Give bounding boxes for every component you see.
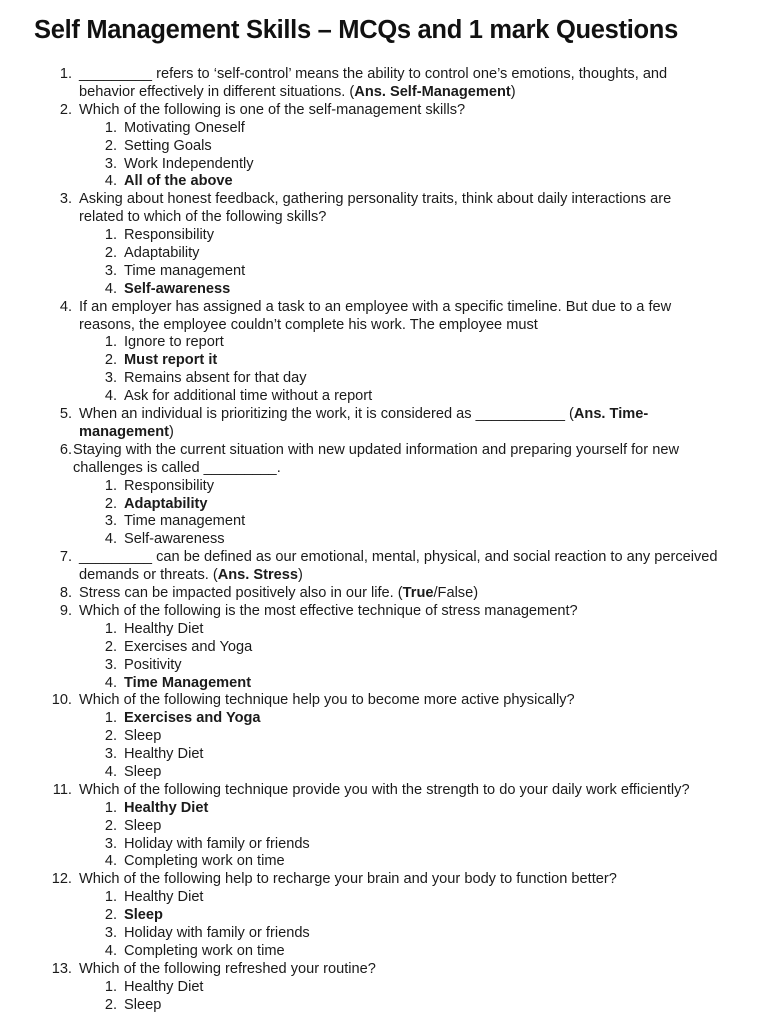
option-text: Time management xyxy=(124,262,246,279)
option-number: 4. xyxy=(104,853,117,870)
question-text-part: If an employer has assigned a task to an employee with a specific timeline. But due to a few reasons, the employee couldn’t complete his work. The employee must xyxy=(79,298,672,333)
answer-text: Ans. Self-Management xyxy=(354,83,511,100)
option-item xyxy=(0,943,768,961)
question-text-part: Stress can be impacted positively also in our life. ( xyxy=(79,585,403,602)
option-item xyxy=(0,889,768,907)
answer-blank: _________ xyxy=(203,459,277,476)
option-item xyxy=(0,352,768,370)
answer-blank: _________ xyxy=(79,66,153,82)
question-text xyxy=(79,406,719,442)
question-text-part: ( xyxy=(564,406,574,423)
correct-option-text: Self-awareness xyxy=(124,280,231,297)
option-item xyxy=(0,853,768,871)
option-item xyxy=(0,764,768,782)
question-text xyxy=(79,66,719,102)
option-item xyxy=(0,907,768,925)
option-number: 3. xyxy=(104,513,117,530)
question-number: 7. xyxy=(59,549,72,566)
option-text: Holiday with family or friends xyxy=(124,835,310,852)
option-item xyxy=(0,675,768,693)
option-item xyxy=(0,478,768,496)
page-title: Self Management Skills – MCQs and 1 mark Questions xyxy=(34,16,678,44)
question-text-part: When an individual is prioritizing the work, it is considered as xyxy=(79,406,476,423)
option-number: 1. xyxy=(104,477,117,494)
question-9 xyxy=(0,603,768,692)
question-number: 10. xyxy=(51,692,72,709)
option-text: Completing work on time xyxy=(124,853,285,870)
question-number: 2. xyxy=(59,101,72,118)
question-5 xyxy=(0,406,768,442)
question-12 xyxy=(0,871,768,960)
option-item xyxy=(0,120,768,138)
option-text: Sleep xyxy=(124,996,162,1013)
option-text: Remains absent for that day xyxy=(124,370,307,387)
question-4 xyxy=(0,299,768,406)
question-number: 1. xyxy=(59,66,72,82)
option-text: Healthy Diet xyxy=(124,978,204,995)
question-number: 4. xyxy=(59,298,72,315)
option-item xyxy=(0,728,768,746)
option-number: 3. xyxy=(104,746,117,763)
option-number: 1. xyxy=(104,799,117,816)
question-1 xyxy=(0,66,768,102)
option-text: Completing work on time xyxy=(124,942,285,959)
correct-option-text: Must report it xyxy=(124,352,218,369)
option-text: Adaptability xyxy=(124,244,200,261)
option-item xyxy=(0,388,768,406)
option-text: Sleep xyxy=(124,728,162,745)
question-text-part: ) xyxy=(169,423,174,440)
correct-option-text: Exercises and Yoga xyxy=(124,710,261,727)
option-item xyxy=(0,800,768,818)
option-text: Setting Goals xyxy=(124,137,212,154)
answer-text: True xyxy=(402,585,434,602)
question-number: 11. xyxy=(52,781,72,798)
option-item xyxy=(0,513,768,531)
correct-option-text: All of the above xyxy=(124,173,233,190)
question-text-part: Which of the following is the most effective technique of stress management? xyxy=(79,602,578,619)
option-text: Healthy Diet xyxy=(124,746,204,763)
option-number: 2. xyxy=(104,137,117,154)
option-item xyxy=(0,227,768,245)
option-number: 2. xyxy=(104,352,117,369)
question-text xyxy=(79,299,719,335)
option-number: 4. xyxy=(104,280,117,297)
option-item xyxy=(0,245,768,263)
option-text: Ask for additional time without a report xyxy=(124,388,373,405)
question-text-part: Asking about honest feedback, gathering personality traits, think about daily interactions are related to which of the following skills? xyxy=(79,191,672,226)
option-number: 2. xyxy=(104,638,117,655)
option-text: Exercises and Yoga xyxy=(124,638,253,655)
question-text-part: Staying with the current situation with new updated information and preparing yourself for new challenges is called xyxy=(73,441,679,476)
option-number: 3. xyxy=(104,835,117,852)
option-number: 4. xyxy=(104,173,117,190)
question-text-part: /False) xyxy=(433,585,479,602)
option-number: 1. xyxy=(104,227,117,244)
question-6 xyxy=(0,442,768,549)
answer-blank: ___________ xyxy=(475,406,565,423)
option-item xyxy=(0,334,768,352)
option-number: 1. xyxy=(104,334,117,351)
option-number: 2. xyxy=(104,728,117,745)
question-text xyxy=(73,442,713,478)
correct-option-text: Healthy Diet xyxy=(124,799,209,816)
question-text xyxy=(79,603,719,621)
question-11 xyxy=(0,782,768,871)
option-item xyxy=(0,621,768,639)
answer-text: Ans. Stress xyxy=(217,567,299,584)
answer-text: Ans. Time-management xyxy=(79,406,649,440)
option-item xyxy=(0,746,768,764)
option-text: Sleep xyxy=(124,817,162,834)
option-text: Ignore to report xyxy=(124,334,224,351)
option-number: 4. xyxy=(104,763,117,780)
correct-option-text: Adaptability xyxy=(124,495,208,512)
question-text xyxy=(79,692,719,710)
question-list xyxy=(0,66,768,1015)
option-number: 3. xyxy=(104,155,117,172)
question-text xyxy=(79,871,719,889)
question-number: 3. xyxy=(59,191,72,208)
option-text: Healthy Diet xyxy=(124,889,204,906)
question-text xyxy=(79,782,719,800)
option-item xyxy=(0,639,768,657)
option-number: 4. xyxy=(104,388,117,405)
option-number: 4. xyxy=(104,942,117,959)
option-item xyxy=(0,818,768,836)
question-7 xyxy=(0,549,768,585)
option-number: 3. xyxy=(104,370,117,387)
question-text-part: Which of the following technique help you to become more active physically? xyxy=(79,692,575,709)
option-number: 4. xyxy=(104,531,117,548)
question-text-part: refers to ‘self-control’ means the ability to control one’s emotions, thoughts, and behavior effectively in different situations. ( xyxy=(79,66,668,100)
question-number: 12. xyxy=(51,871,72,888)
option-number: 3. xyxy=(104,656,117,673)
question-number: 8. xyxy=(59,585,72,602)
option-number: 2. xyxy=(104,244,117,261)
question-text xyxy=(79,102,719,120)
option-text: Time management xyxy=(124,513,246,530)
question-2 xyxy=(0,102,768,191)
option-text: Holiday with family or friends xyxy=(124,925,310,942)
option-number: 2. xyxy=(104,907,117,924)
option-number: 1. xyxy=(104,620,117,637)
question-number: 5. xyxy=(59,406,72,423)
option-item xyxy=(0,531,768,549)
question-text-part: . xyxy=(276,459,281,476)
question-number: 6. xyxy=(59,441,72,458)
option-item xyxy=(0,370,768,388)
option-number: 3. xyxy=(104,925,117,942)
question-text-part: Which of the following help to recharge your brain and your body to function better? xyxy=(79,871,617,888)
question-text xyxy=(79,585,719,603)
correct-option-text: Time Management xyxy=(124,674,252,691)
option-text: Motivating Oneself xyxy=(124,119,245,136)
question-text xyxy=(79,549,719,585)
option-item xyxy=(0,496,768,514)
option-number: 2. xyxy=(104,495,117,512)
question-3 xyxy=(0,191,768,298)
option-item xyxy=(0,138,768,156)
question-13 xyxy=(0,961,768,1015)
question-text-part: Which of the following refreshed your routine? xyxy=(79,960,376,977)
option-item xyxy=(0,173,768,191)
option-text: Responsibility xyxy=(124,477,215,494)
option-text: Positivity xyxy=(124,656,182,673)
answer-blank: _________ xyxy=(79,549,153,566)
question-8 xyxy=(0,585,768,603)
option-number: 1. xyxy=(104,119,117,136)
option-text: Healthy Diet xyxy=(124,620,204,637)
question-text xyxy=(79,961,719,979)
option-text: Responsibility xyxy=(124,227,215,244)
option-item xyxy=(0,156,768,174)
question-text-part: Which of the following technique provide you with the strength to do your daily work efficiently? xyxy=(79,781,690,798)
option-item xyxy=(0,263,768,281)
option-item xyxy=(0,281,768,299)
correct-option-text: Sleep xyxy=(124,907,163,924)
option-item xyxy=(0,657,768,675)
option-text: Work Independently xyxy=(124,155,254,172)
question-text-part: Which of the following is one of the self-management skills? xyxy=(79,101,466,118)
question-text-part: can be defined as our emotional, mental, physical, and social reaction to any perceived demands or threats. ( xyxy=(79,549,718,584)
option-item xyxy=(0,836,768,854)
question-number: 13. xyxy=(51,960,72,977)
option-item xyxy=(0,710,768,728)
question-text xyxy=(79,191,719,227)
question-number: 9. xyxy=(59,602,72,619)
question-10 xyxy=(0,692,768,781)
option-number: 1. xyxy=(104,978,117,995)
option-number: 1. xyxy=(104,889,117,906)
option-number: 2. xyxy=(104,996,117,1013)
option-item xyxy=(0,979,768,997)
option-number: 1. xyxy=(104,710,117,727)
option-number: 2. xyxy=(104,817,117,834)
option-item xyxy=(0,925,768,943)
question-text-part: ) xyxy=(298,567,303,584)
option-text: Sleep xyxy=(124,763,162,780)
question-text-part: ) xyxy=(510,83,516,100)
option-text: Self-awareness xyxy=(124,531,225,548)
option-item xyxy=(0,997,768,1015)
option-number: 4. xyxy=(104,674,117,691)
option-number: 3. xyxy=(104,262,117,279)
